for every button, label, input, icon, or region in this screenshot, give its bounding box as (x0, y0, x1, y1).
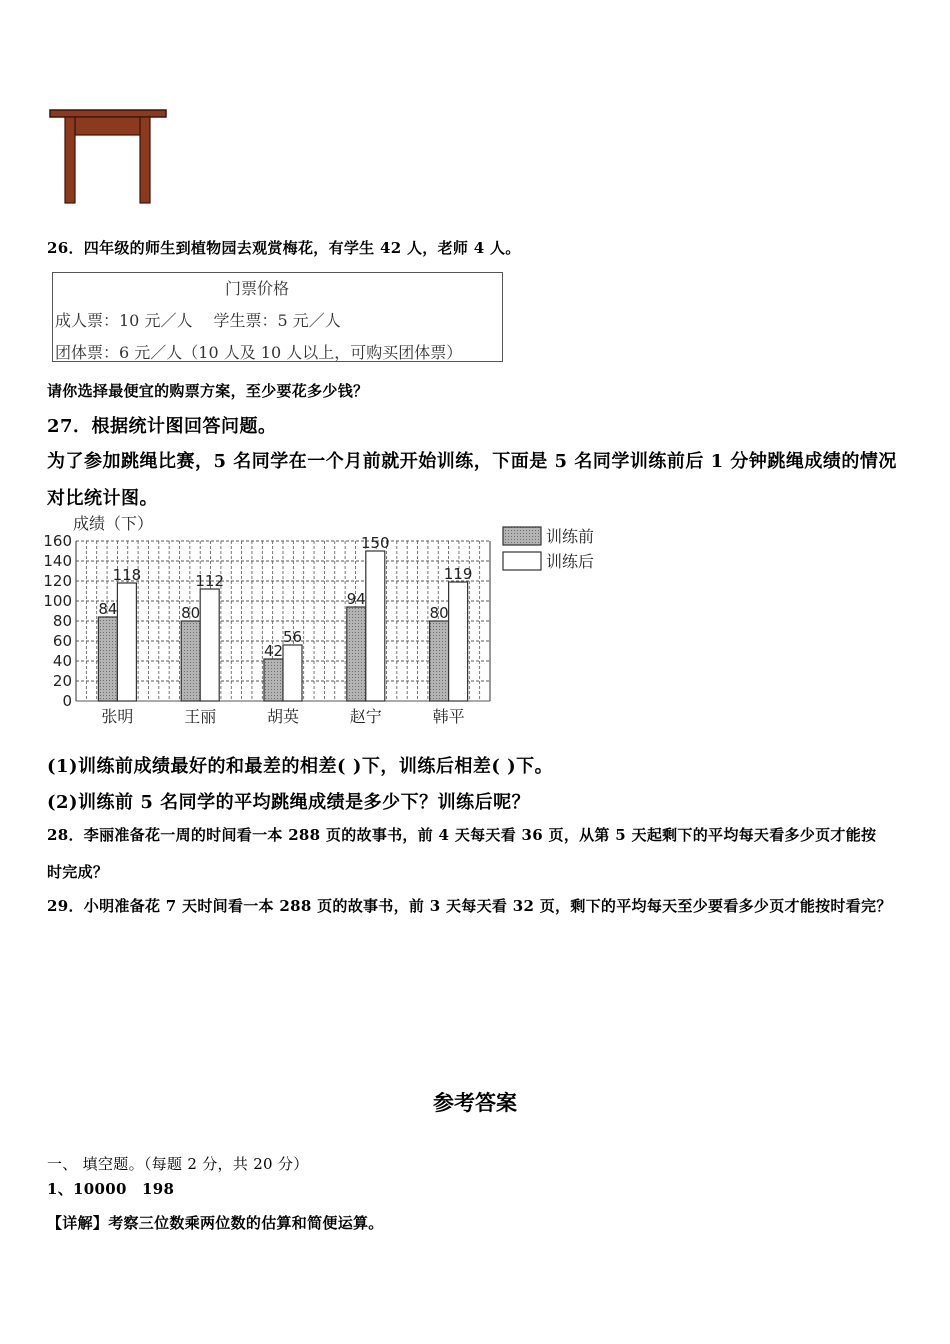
answers-section-heading: 一、 填空题。（每题 2 分，共 20 分） (47, 1155, 309, 1173)
ticket-line-1: 成人票：10 元／人 学生票：5 元／人 (55, 311, 341, 330)
legend-label: 训练后 (546, 552, 595, 571)
y-tick-label: 140 (43, 552, 72, 570)
q29-text: 29．小明准备花 7 天时间看一本 288 页的故事书，前 3 天每天看 32 页，剩下的平均每天至少要看多少页才能按时看完？ (47, 897, 892, 915)
q26-text: 26．四年级的师生到植物园去观赏梅花，有学生 42 人，老师 4 人。 (47, 239, 521, 257)
bar-after (366, 551, 385, 701)
ticket-price-box (52, 272, 503, 362)
x-category-label: 赵宁 (349, 707, 382, 726)
x-category-label: 张明 (101, 707, 134, 726)
bar-before (98, 617, 117, 701)
bar-before (181, 621, 200, 701)
legend-swatch-before (503, 527, 541, 545)
answer-1-detail: 【详解】考察三位数乘两位数的估算和简便运算。 (47, 1214, 384, 1232)
bar-value-label: 56 (282, 628, 303, 646)
bar-value-label: 118 (112, 566, 142, 584)
y-tick-label: 20 (52, 672, 72, 690)
y-tick-label: 0 (62, 692, 72, 710)
q28-line1: 28．李丽准备花一周的时间看一本 288 页的故事书，前 4 天每天看 36 页，从第 5 天起剩下的平均每天看多少页才能按 (47, 826, 877, 844)
jump-rope-bar-chart (40, 512, 620, 734)
legend-label: 训练前 (546, 527, 595, 546)
answers-title: 参考答案 (433, 1090, 517, 1115)
ticket-line-2: 团体票：6 元／人（10 人及 10 人以上，可购买团体票） (55, 343, 463, 362)
bar-value-label: 94 (346, 590, 366, 608)
bar-before (430, 621, 449, 701)
y-tick-label: 40 (52, 652, 72, 670)
bar-value-label: 80 (429, 604, 449, 622)
q28-line2: 时完成？ (47, 863, 109, 881)
bar-value-label: 80 (181, 604, 201, 622)
bar-after (117, 583, 136, 701)
q27-desc-line1: 为了参加跳绳比赛，5 名同学在一个月前就开始训练，下面是 5 名同学训练前后 1 分钟跳绳成绩的情况 (47, 451, 897, 472)
q26-question: 请你选择最便宜的购票方案，至少要花多少钱？ (47, 382, 369, 400)
table-illustration (48, 107, 170, 207)
y-tick-label: 100 (43, 592, 72, 610)
bar-after (200, 589, 219, 701)
ticket-title: 门票价格 (225, 279, 290, 298)
bar-value-label: 150 (360, 534, 390, 552)
bar-after (283, 645, 302, 701)
answer-1: 1、10000 198 (47, 1180, 175, 1198)
y-tick-label: 60 (52, 632, 72, 650)
bar-after (449, 582, 468, 701)
bar-value-label: 84 (98, 600, 118, 618)
y-tick-label: 120 (43, 572, 72, 590)
bar-value-label: 112 (195, 572, 225, 590)
y-axis-label: 成绩（下） (73, 514, 154, 533)
q27-sub-question-1: (1)训练前成绩最好的和最差的相差( )下，训练后相差( )下。 (47, 756, 554, 777)
q27-sub-question-2: (2)训练前 5 名同学的平均跳绳成绩是多少下？训练后呢？ (47, 792, 531, 813)
x-category-label: 王丽 (184, 707, 217, 726)
x-category-label: 韩平 (432, 707, 465, 726)
bar-value-label: 119 (443, 565, 473, 583)
bar-before (264, 659, 283, 701)
bar-value-label: 42 (263, 642, 284, 660)
bar-before (347, 607, 366, 701)
legend-swatch-after (503, 552, 541, 570)
q27-desc-line2: 对比统计图。 (47, 488, 158, 509)
q27-title: 27．根据统计图回答问题。 (47, 416, 277, 437)
x-category-label: 胡英 (266, 707, 300, 726)
y-tick-label: 160 (43, 532, 72, 550)
y-tick-label: 80 (52, 612, 72, 630)
